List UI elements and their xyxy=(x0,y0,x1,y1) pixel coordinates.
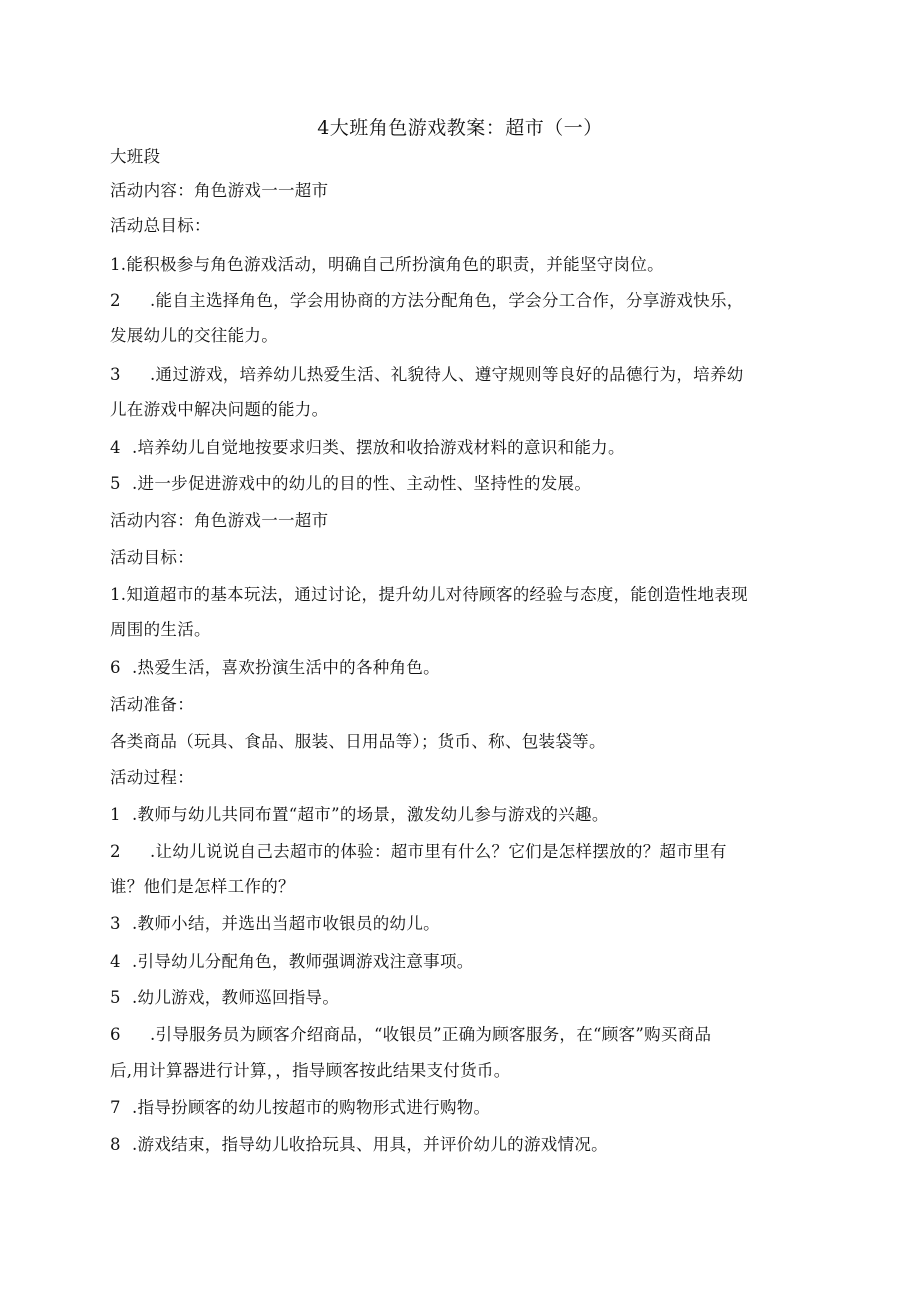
list-item-number: 5 xyxy=(110,988,121,1007)
list-item-continuation: 谁？他们是怎样工作的？ xyxy=(110,877,295,896)
list-item xyxy=(110,1024,830,1046)
list-item xyxy=(110,913,830,935)
list-item-number: 3 xyxy=(110,914,121,933)
list-item-text: .幼儿游戏，教师巡回指导。 xyxy=(132,988,340,1007)
list-item xyxy=(110,473,830,495)
list-item-number: 5 xyxy=(110,474,121,493)
list-item-number: 7 xyxy=(110,1098,121,1117)
list-item-number: 1 xyxy=(110,805,121,824)
list-item-continuation: 周围的生活。 xyxy=(110,620,211,639)
list-item-number: 4 xyxy=(110,952,121,971)
list-item xyxy=(110,804,830,826)
list-item-number: 1. xyxy=(110,255,127,274)
grade-label: 大班段 xyxy=(110,147,161,166)
list-item-number: 6 xyxy=(110,658,121,677)
overall-goals-heading: 活动总目标： xyxy=(110,216,211,235)
list-item-text: .引导服务员为顾客介绍商品，“收银员”正确为顾客服务，在“顾客”购买商品 xyxy=(150,1025,712,1044)
list-item-text: .热爱生活，喜欢扮演生活中的各种角色。 xyxy=(132,658,440,677)
list-item-continuation: 发展幼儿的交往能力。 xyxy=(110,326,278,345)
list-item-continuation: 儿在游戏中解决问题的能力。 xyxy=(110,400,329,419)
list-item-text: .培养幼儿自觉地按要求归类、摆放和收拾游戏材料的意识和能力。 xyxy=(132,438,625,457)
list-item-text: .教师与幼儿共同布置“超市”的场景，激发幼儿参与游戏的兴趣。 xyxy=(132,805,609,824)
list-item-number: 2 xyxy=(110,291,121,310)
list-item xyxy=(110,290,830,312)
list-item xyxy=(110,987,830,1009)
list-item-number: 2 xyxy=(110,842,121,861)
list-item-number: 4 xyxy=(110,438,121,457)
list-item-text: 能积极参与角色游戏活动，明确自己所扮演角色的职责，并能坚守岗位。 xyxy=(126,255,664,274)
activity-content-line: 活动内容：角色游戏一一超市 xyxy=(110,511,329,530)
list-item-number: 8 xyxy=(110,1135,121,1154)
list-item-number: 6 xyxy=(110,1025,121,1044)
preparation-text: 各类商品（玩具、食品、服装、日用品等）；货币、称、包装袋等。 xyxy=(110,732,606,751)
process-heading: 活动过程： xyxy=(110,768,194,787)
goals-heading: 活动目标： xyxy=(110,548,194,567)
list-item-text: 知道超市的基本玩法，通过讨论，提升幼儿对待顾客的经验与态度，能创造性地表现 xyxy=(126,585,748,604)
list-item-text: .引导幼儿分配角色，教师强调游戏注意事项。 xyxy=(132,952,474,971)
list-item-text: .进一步促进游戏中的幼儿的目的性、主动性、坚持性的发展。 xyxy=(132,474,592,493)
list-item-text: .指导扮顾客的幼儿按超市的购物形式进行购物。 xyxy=(132,1098,491,1117)
list-item-text: .能自主选择角色，学会用协商的方法分配角色，学会分工合作，分享游戏快乐， xyxy=(150,291,744,310)
list-item xyxy=(110,437,830,459)
list-item xyxy=(110,584,830,606)
document-title: 4大班角色游戏教案：超市（一） xyxy=(317,117,603,139)
list-item-number: 3 xyxy=(110,365,121,384)
list-item xyxy=(110,254,830,276)
list-item xyxy=(110,1134,830,1156)
preparation-heading: 活动准备： xyxy=(110,695,194,714)
list-item xyxy=(110,951,830,973)
list-item-text: .让幼儿说说自己去超市的体验：超市里有什么？它们是怎样摆放的？超市里有 xyxy=(150,842,727,861)
activity-content-line: 活动内容：角色游戏一一超市 xyxy=(110,181,329,200)
list-item-text: .通过游戏，培养幼儿热爱生活、礼貌待人、遵守规则等良好的品德行为，培养幼 xyxy=(150,365,744,384)
list-item-text: .教师小结，并选出当超市收银员的幼儿。 xyxy=(132,914,440,933)
list-item-text: .游戏结束，指导幼儿收拾玩具、用具，并评价幼儿的游戏情况。 xyxy=(132,1135,608,1154)
list-item xyxy=(110,1097,830,1119)
list-item-continuation: 后,用计算器进行计算，，指导顾客按此结果支付货币。 xyxy=(110,1061,511,1080)
list-item xyxy=(110,364,830,386)
list-item xyxy=(110,657,830,679)
list-item xyxy=(110,841,830,863)
list-item-number: 1. xyxy=(110,585,127,604)
